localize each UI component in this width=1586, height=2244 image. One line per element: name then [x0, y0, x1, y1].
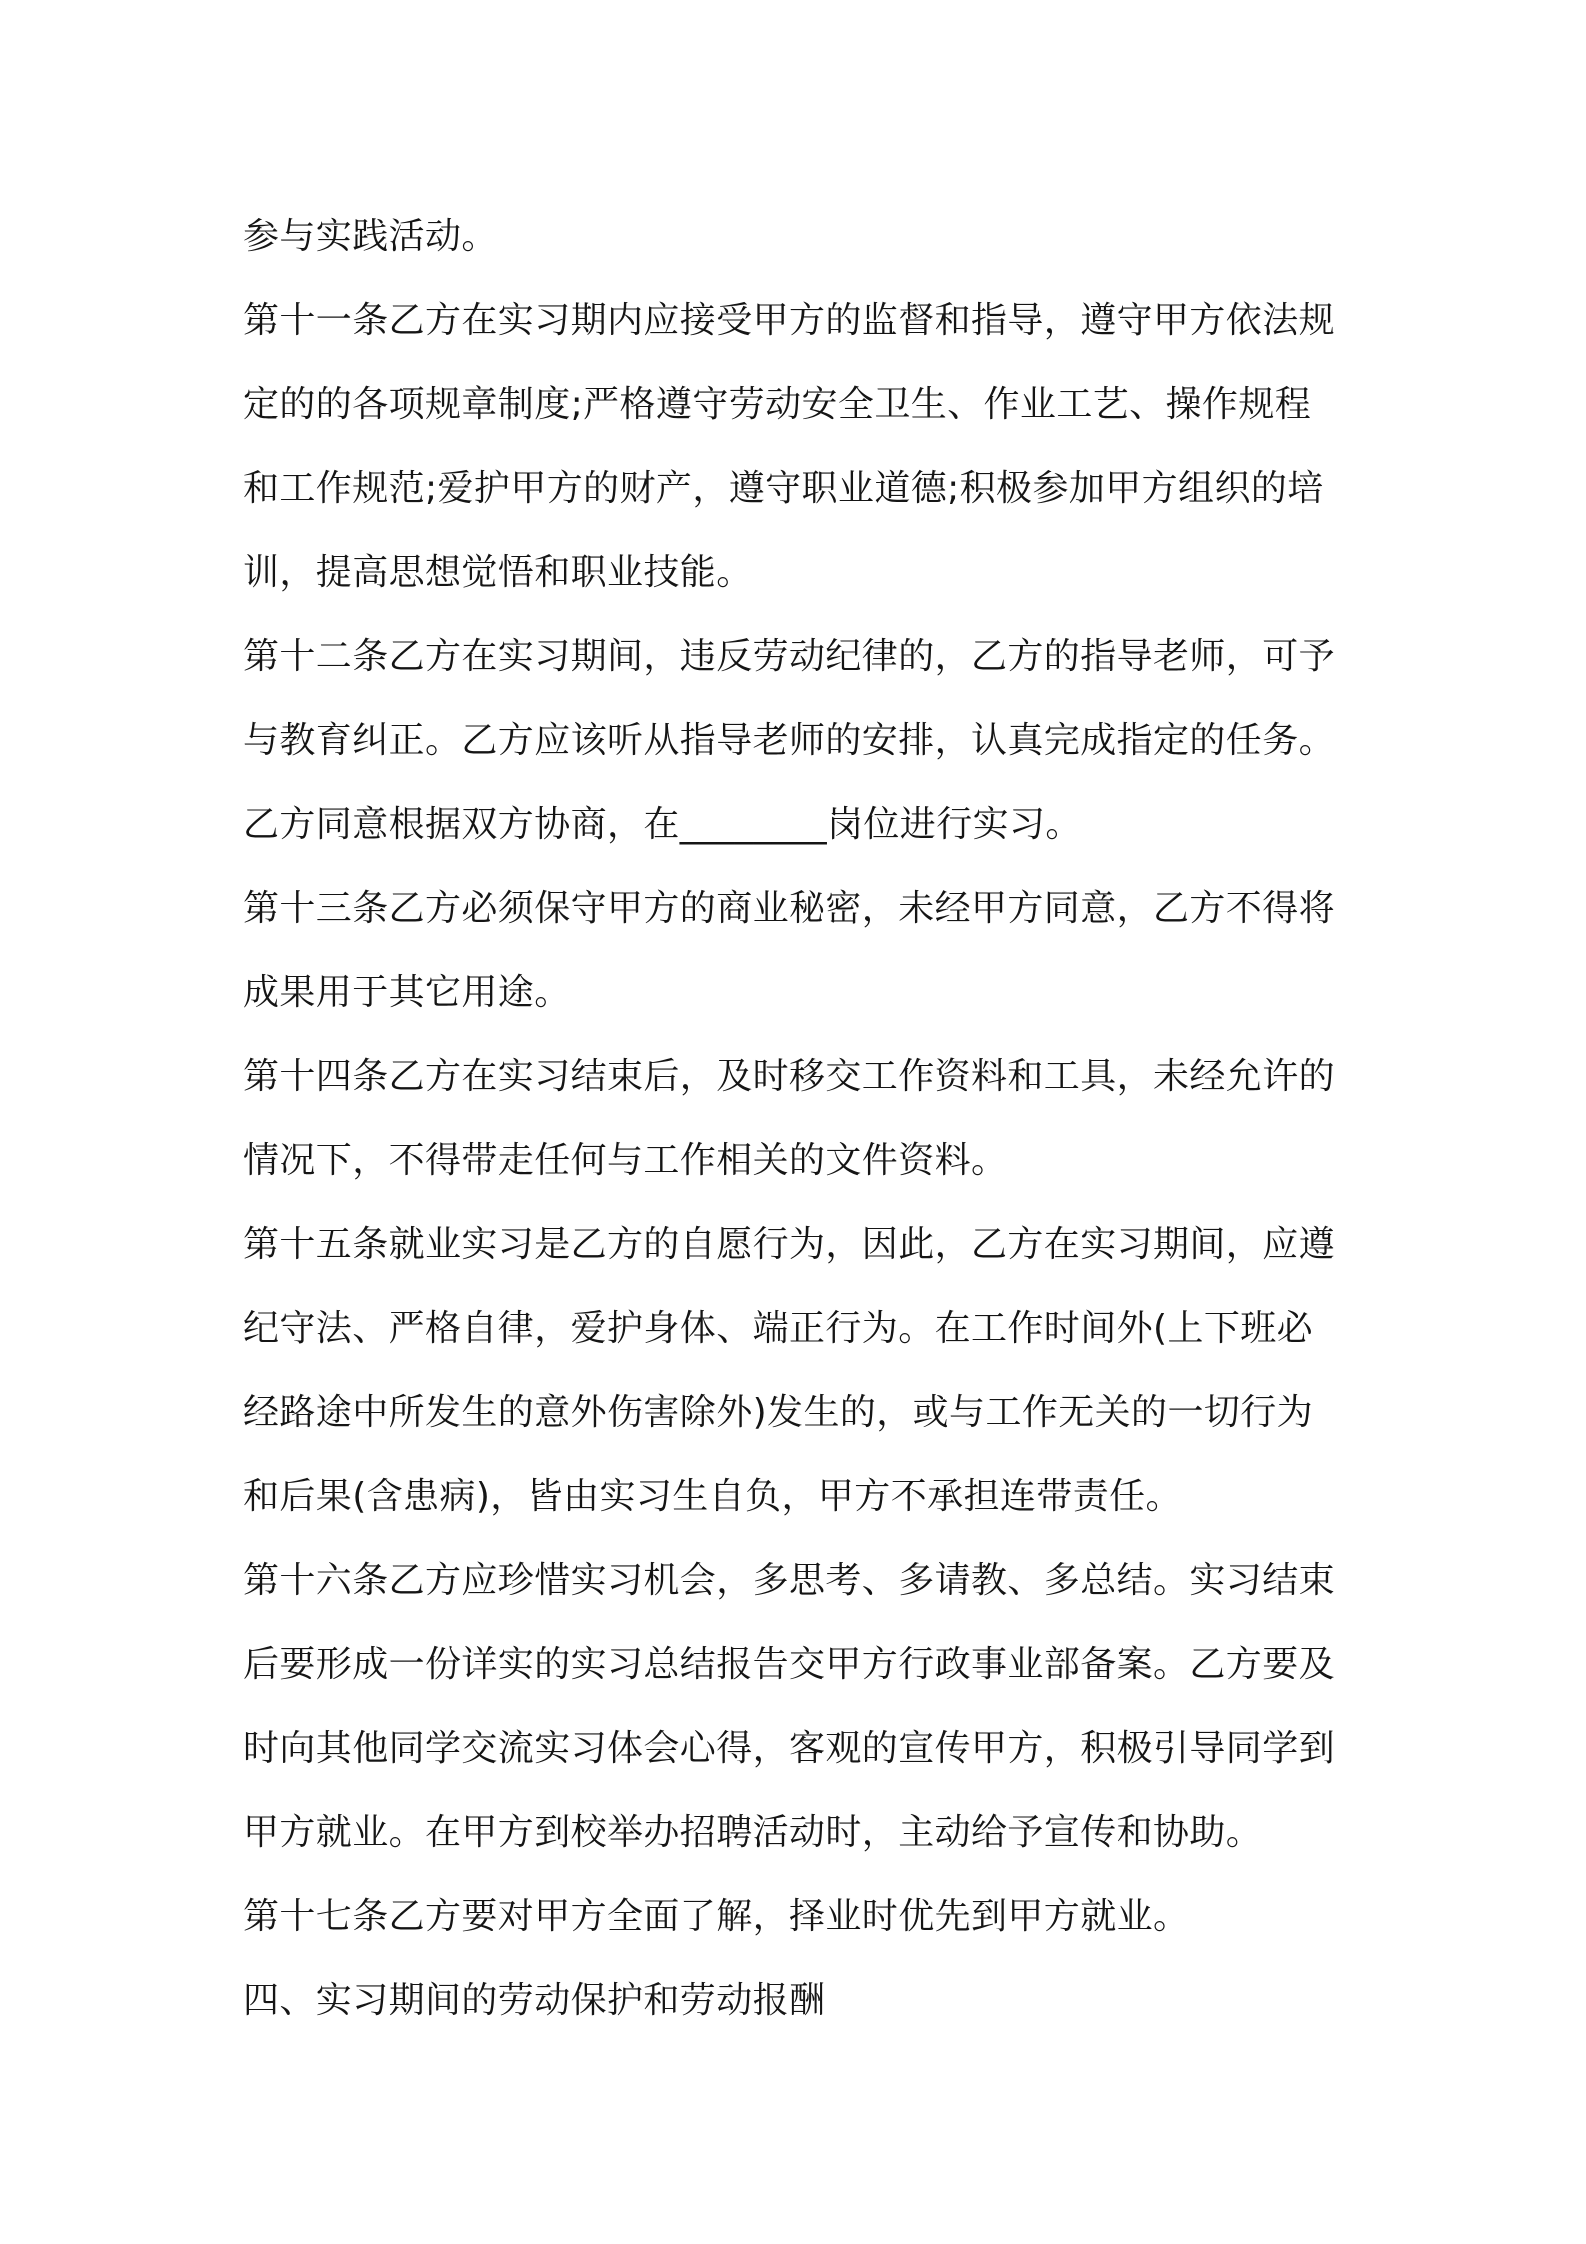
text-line: 训，提高思想觉悟和职业技能。	[243, 552, 753, 593]
text-line: 和工作规范;爱护甲方的财产，遵守职业道德;积极参加甲方组织的培	[243, 468, 1324, 509]
text-line: 纪守法、严格自律，爱护身体、端正行为。在工作时间外(上下班必	[243, 1308, 1314, 1349]
text-line: 第十二条乙方在实习期间，违反劳动纪律的，乙方的指导老师，可予	[243, 636, 1336, 677]
text-line: 第十四条乙方在实习结束后，及时移交工作资料和工具，未经允许的	[243, 1056, 1336, 1097]
text-line: 和后果(含患病)，皆由实习生自负，甲方不承担连带责任。	[243, 1476, 1182, 1517]
text-line: 经路途中所发生的意外伤害除外)发生的，或与工作无关的一切行为	[243, 1392, 1314, 1433]
text-line: 时向其他同学交流实习体会心得，客观的宣传甲方，积极引导同学到	[243, 1728, 1336, 1769]
text-line: 后要形成一份详实的实习总结报告交甲方行政事业部备案。乙方要及	[243, 1644, 1336, 1685]
text-line: 第十五条就业实习是乙方的自愿行为，因此，乙方在实习期间，应遵	[243, 1224, 1336, 1265]
text-line: 成果用于其它用途。	[243, 972, 571, 1013]
document-body	[243, 195, 1373, 2043]
text-line: 甲方就业。在甲方到校举办招聘活动时，主动给予宣传和协助。	[243, 1812, 1263, 1853]
text-line: 定的的各项规章制度;严格遵守劳动安全卫生、作业工艺、操作规程	[243, 384, 1312, 425]
text-line: 情况下，不得带走任何与工作相关的文件资料。	[243, 1140, 1008, 1181]
text-line: 第十三条乙方必须保守甲方的商业秘密，未经甲方同意，乙方不得将	[243, 888, 1336, 929]
text-line: 与教育纠正。乙方应该听从指导老师的安排，认真完成指定的任务。	[243, 720, 1336, 761]
text-line: 第十七条乙方要对甲方全面了解，择业时优先到甲方就业。	[243, 1896, 1190, 1937]
text-line: 第十六条乙方应珍惜实习机会，多思考、多请教、多总结。实习结束	[243, 1560, 1336, 1601]
text-line: 乙方同意根据双方协商，在________岗位进行实习。	[243, 804, 1082, 845]
text-line: 第十一条乙方在实习期内应接受甲方的监督和指导，遵守甲方依法规	[243, 300, 1336, 341]
text-line: 参与实践活动。	[243, 216, 498, 257]
section-heading: 四、实习期间的劳动保护和劳动报酬	[243, 1980, 826, 2021]
